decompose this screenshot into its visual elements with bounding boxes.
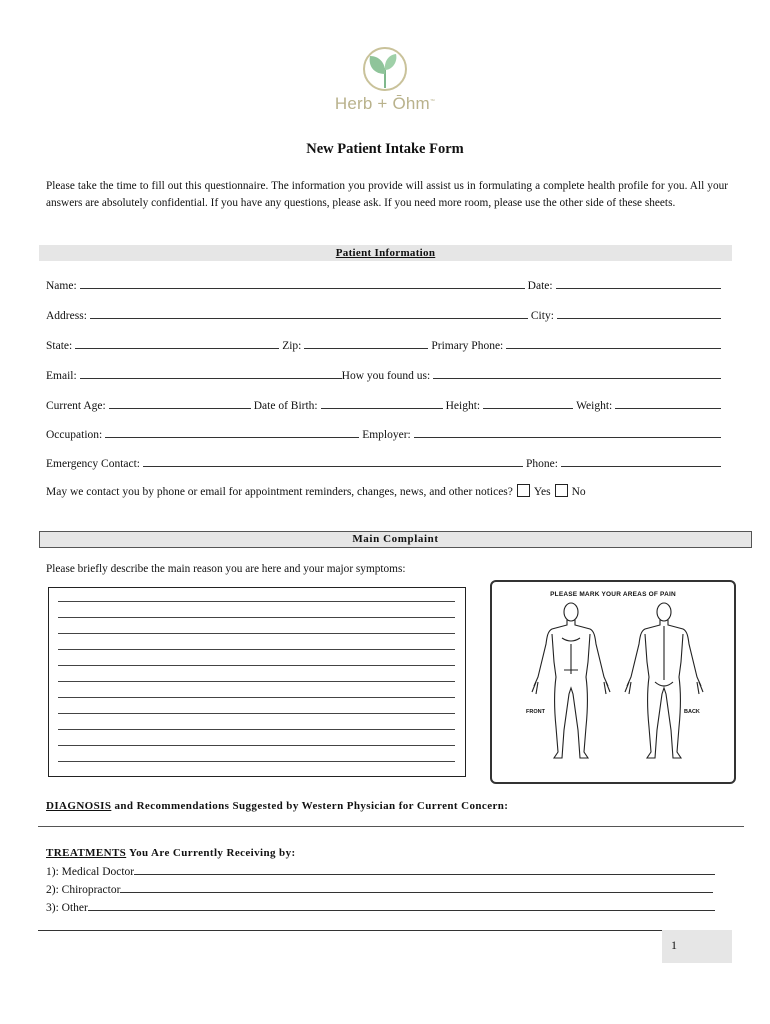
phone-label: Phone: <box>526 458 558 470</box>
current-age-field[interactable] <box>109 397 251 409</box>
complaint-line <box>58 697 455 698</box>
city-field[interactable] <box>557 307 721 319</box>
weight-field[interactable] <box>615 397 721 409</box>
occupation-field[interactable] <box>105 426 359 438</box>
no-checkbox[interactable] <box>555 484 568 497</box>
complaint-line <box>58 617 455 618</box>
name-field[interactable] <box>80 277 525 289</box>
age-row <box>46 396 724 412</box>
occupation-label: Occupation: <box>46 429 103 441</box>
back-label: BACK <box>684 709 700 715</box>
treatment-row-1 <box>46 862 718 878</box>
zip-field[interactable] <box>304 337 428 349</box>
page-number: 1 <box>671 938 677 952</box>
treatment-other-field[interactable] <box>88 899 715 911</box>
contact-consent-question: May we contact you by phone or email for appointment reminders, changes, news, and other notices? <box>46 486 513 498</box>
treatments-heading-underlined: TREATMENTS <box>46 847 127 859</box>
city-label: City: <box>530 310 554 322</box>
email-field[interactable] <box>80 367 342 379</box>
pain-body-diagram[interactable] <box>490 580 736 784</box>
body-outline-icon <box>492 582 734 782</box>
employer-label: Employer: <box>362 429 411 441</box>
emergency-contact-label: Emergency Contact: <box>46 458 140 470</box>
logo-wordmark: Herb + Ōhm™ <box>334 94 436 113</box>
how-found-field[interactable] <box>433 367 721 379</box>
complaint-line <box>58 649 455 650</box>
no-label: No <box>571 486 586 498</box>
treatment-medical-doctor-field[interactable] <box>134 863 715 875</box>
yes-label: Yes <box>533 486 551 498</box>
treatments-heading-rest: You Are Currently Receiving by: <box>126 847 296 859</box>
state-field[interactable] <box>75 337 279 349</box>
yes-checkbox[interactable] <box>517 484 530 497</box>
phone-field[interactable] <box>561 455 721 467</box>
leaf-logo-icon <box>330 44 440 94</box>
email-label: Email: <box>46 370 77 382</box>
weight-label: Weight: <box>576 400 613 412</box>
date-field[interactable] <box>556 277 721 289</box>
page-number-box <box>662 930 732 963</box>
complaint-line <box>58 713 455 714</box>
complaint-line <box>58 729 455 730</box>
address-row <box>46 306 724 322</box>
height-field[interactable] <box>483 397 573 409</box>
occupation-row <box>46 425 724 441</box>
complaint-line <box>58 761 455 762</box>
state-row <box>46 336 724 352</box>
state-label: State: <box>46 340 73 352</box>
current-age-label: Current Age: <box>46 400 106 412</box>
treatments-heading <box>46 847 296 859</box>
treatment-row-3 <box>46 898 718 914</box>
complaint-line <box>58 665 455 666</box>
patient-info-heading: Patient Information <box>39 245 732 261</box>
intro-paragraph: Please take the time to fill out this questionnaire. The information you provide will assist us in formulating a complete health profile for you. All your answers are absolutely confidential. If you have any questions, please ask. If you need more room, please use the other side of these sheets. <box>46 180 728 209</box>
address-label: Address: <box>46 310 87 322</box>
date-label: Date: <box>527 280 553 292</box>
email-row <box>46 366 724 382</box>
complaint-line <box>58 681 455 682</box>
treatment-row-2 <box>46 880 716 896</box>
contact-consent-row <box>46 484 586 498</box>
main-complaint-heading: Main Complaint <box>39 531 752 548</box>
herb-ohm-logo <box>330 44 440 120</box>
emergency-contact-field[interactable] <box>143 455 523 467</box>
dob-field[interactable] <box>321 397 443 409</box>
pain-diagram-caption: PLEASE MARK YOUR AREAS OF PAIN <box>550 591 676 598</box>
diagnosis-heading <box>46 800 508 812</box>
treatment-chiropractor-label: 2): Chiropractor <box>46 884 121 896</box>
footer-rule <box>38 930 663 931</box>
treatment-chiropractor-field[interactable] <box>120 881 713 893</box>
emergency-row <box>46 454 724 470</box>
treatment-medical-doctor-label: 1): Medical Doctor <box>46 866 135 878</box>
primary-phone-field[interactable] <box>506 337 721 349</box>
primary-phone-label: Primary Phone: <box>431 340 504 352</box>
diagnosis-heading-rest: and Recommendations Suggested by Western Physician for Current Concern: <box>111 800 509 812</box>
complaint-prompt: Please briefly describe the main reason you are here and your major symptoms: <box>46 563 406 575</box>
address-field[interactable] <box>90 307 528 319</box>
diagnosis-field[interactable] <box>38 826 744 827</box>
how-found-label: How you found us: <box>341 370 431 382</box>
height-label: Height: <box>445 400 481 412</box>
complaint-line <box>58 601 455 602</box>
zip-label: Zip: <box>282 340 302 352</box>
complaint-line <box>58 745 455 746</box>
complaint-textarea[interactable] <box>48 587 466 777</box>
front-label: FRONT <box>526 709 545 715</box>
employer-field[interactable] <box>414 426 721 438</box>
name-row <box>46 276 724 292</box>
diagnosis-heading-underlined: DIAGNOSIS <box>46 800 112 812</box>
complaint-line <box>58 633 455 634</box>
page-title: New Patient Intake Form <box>306 141 464 157</box>
dob-label: Date of Birth: <box>253 400 318 412</box>
treatment-other-label: 3): Other <box>46 902 88 914</box>
name-label: Name: <box>46 280 77 292</box>
